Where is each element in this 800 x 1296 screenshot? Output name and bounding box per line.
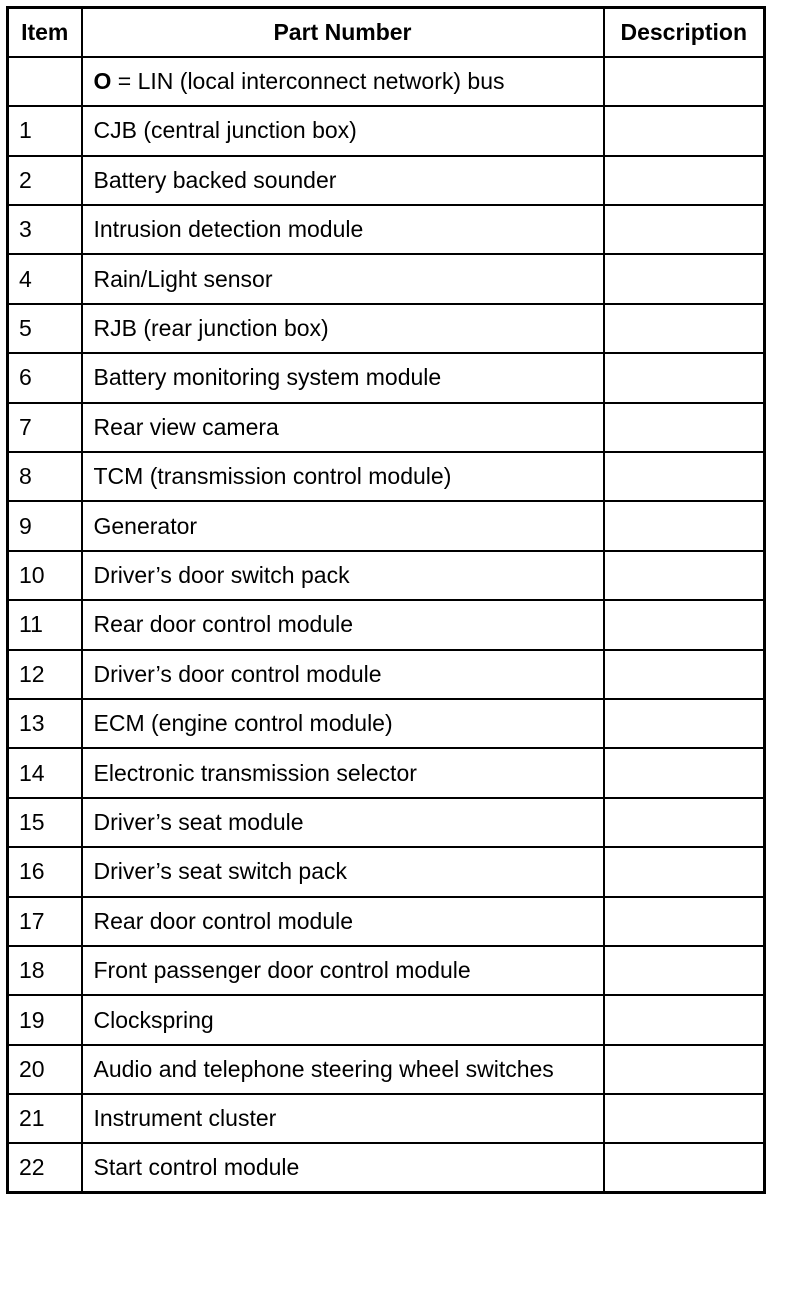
part-name-cell: CJB (central junction box) bbox=[82, 106, 604, 155]
description-cell bbox=[604, 551, 765, 600]
description-cell bbox=[604, 106, 765, 155]
legend-item-cell bbox=[8, 57, 82, 106]
item-number-cell: 20 bbox=[8, 1045, 82, 1094]
description-cell bbox=[604, 650, 765, 699]
lin-bus-symbol: O bbox=[93, 68, 112, 95]
table-row bbox=[8, 304, 765, 353]
description-cell bbox=[604, 897, 765, 946]
item-number-cell: 17 bbox=[8, 897, 82, 946]
legend-text-cell bbox=[82, 57, 604, 106]
table-body bbox=[8, 57, 765, 1193]
part-name-cell: Driver’s seat switch pack bbox=[82, 847, 604, 896]
item-number-cell: 10 bbox=[8, 551, 82, 600]
header-item: Item bbox=[8, 8, 82, 57]
item-number-cell: 5 bbox=[8, 304, 82, 353]
part-name-cell: Battery backed sounder bbox=[82, 156, 604, 205]
part-name-cell: Audio and telephone steering wheel switches bbox=[82, 1045, 604, 1094]
item-number-cell: 13 bbox=[8, 699, 82, 748]
table-row bbox=[8, 452, 765, 501]
part-name-cell: Driver’s seat module bbox=[82, 798, 604, 847]
table-row bbox=[8, 106, 765, 155]
part-name-cell: Intrusion detection module bbox=[82, 205, 604, 254]
table-row bbox=[8, 946, 765, 995]
item-number-cell: 22 bbox=[8, 1143, 82, 1192]
legend-text: = LIN (local interconnect network) bus bbox=[111, 68, 505, 95]
item-number-cell: 14 bbox=[8, 748, 82, 797]
legend-description-cell bbox=[604, 57, 765, 106]
header-description: Description bbox=[604, 8, 765, 57]
table-row bbox=[8, 205, 765, 254]
table-row bbox=[8, 1094, 765, 1143]
item-number-cell: 7 bbox=[8, 403, 82, 452]
part-name-cell: Clockspring bbox=[82, 995, 604, 1044]
description-cell bbox=[604, 1143, 765, 1192]
item-number-cell: 15 bbox=[8, 798, 82, 847]
table-row bbox=[8, 254, 765, 303]
part-name-cell: Generator bbox=[82, 501, 604, 550]
part-name-cell: RJB (rear junction box) bbox=[82, 304, 604, 353]
item-number-cell: 12 bbox=[8, 650, 82, 699]
description-cell bbox=[604, 304, 765, 353]
part-name-cell: Rain/Light sensor bbox=[82, 254, 604, 303]
part-name-cell: Driver’s door control module bbox=[82, 650, 604, 699]
part-name-cell: Start control module bbox=[82, 1143, 604, 1192]
description-cell bbox=[604, 1094, 765, 1143]
part-name-cell: Rear door control module bbox=[82, 600, 604, 649]
table-row bbox=[8, 699, 765, 748]
table-row bbox=[8, 798, 765, 847]
table-row bbox=[8, 650, 765, 699]
description-cell bbox=[604, 1045, 765, 1094]
table-row bbox=[8, 1143, 765, 1192]
item-number-cell: 11 bbox=[8, 600, 82, 649]
description-cell bbox=[604, 995, 765, 1044]
table-row bbox=[8, 897, 765, 946]
table-row bbox=[8, 353, 765, 402]
description-cell bbox=[604, 600, 765, 649]
legend-row bbox=[8, 57, 765, 106]
table-row bbox=[8, 403, 765, 452]
description-cell bbox=[604, 946, 765, 995]
item-number-cell: 21 bbox=[8, 1094, 82, 1143]
description-cell bbox=[604, 403, 765, 452]
item-number-cell: 1 bbox=[8, 106, 82, 155]
part-name-cell: Battery monitoring system module bbox=[82, 353, 604, 402]
part-name-cell: ECM (engine control module) bbox=[82, 699, 604, 748]
description-cell bbox=[604, 353, 765, 402]
table-row bbox=[8, 995, 765, 1044]
part-name-cell: Electronic transmission selector bbox=[82, 748, 604, 797]
description-cell bbox=[604, 156, 765, 205]
item-number-cell: 3 bbox=[8, 205, 82, 254]
item-number-cell: 8 bbox=[8, 452, 82, 501]
item-number-cell: 19 bbox=[8, 995, 82, 1044]
part-name-cell: Instrument cluster bbox=[82, 1094, 604, 1143]
description-cell bbox=[604, 798, 765, 847]
description-cell bbox=[604, 748, 765, 797]
table-row bbox=[8, 600, 765, 649]
part-name-cell: Driver’s door switch pack bbox=[82, 551, 604, 600]
description-cell bbox=[604, 452, 765, 501]
table-row bbox=[8, 501, 765, 550]
part-name-cell: Rear door control module bbox=[82, 897, 604, 946]
item-number-cell: 18 bbox=[8, 946, 82, 995]
header-part-number: Part Number bbox=[82, 8, 604, 57]
description-cell bbox=[604, 205, 765, 254]
table-row bbox=[8, 551, 765, 600]
table-row bbox=[8, 156, 765, 205]
item-number-cell: 2 bbox=[8, 156, 82, 205]
description-cell bbox=[604, 847, 765, 896]
item-number-cell: 16 bbox=[8, 847, 82, 896]
item-number-cell: 9 bbox=[8, 501, 82, 550]
table-header-row bbox=[8, 8, 765, 57]
description-cell bbox=[604, 254, 765, 303]
description-cell bbox=[604, 699, 765, 748]
table-row bbox=[8, 847, 765, 896]
table-row bbox=[8, 748, 765, 797]
part-name-cell: TCM (transmission control module) bbox=[82, 452, 604, 501]
item-number-cell: 4 bbox=[8, 254, 82, 303]
parts-table bbox=[6, 6, 766, 1194]
item-number-cell: 6 bbox=[8, 353, 82, 402]
description-cell bbox=[604, 501, 765, 550]
part-name-cell: Rear view camera bbox=[82, 403, 604, 452]
part-name-cell: Front passenger door control module bbox=[82, 946, 604, 995]
table-row bbox=[8, 1045, 765, 1094]
